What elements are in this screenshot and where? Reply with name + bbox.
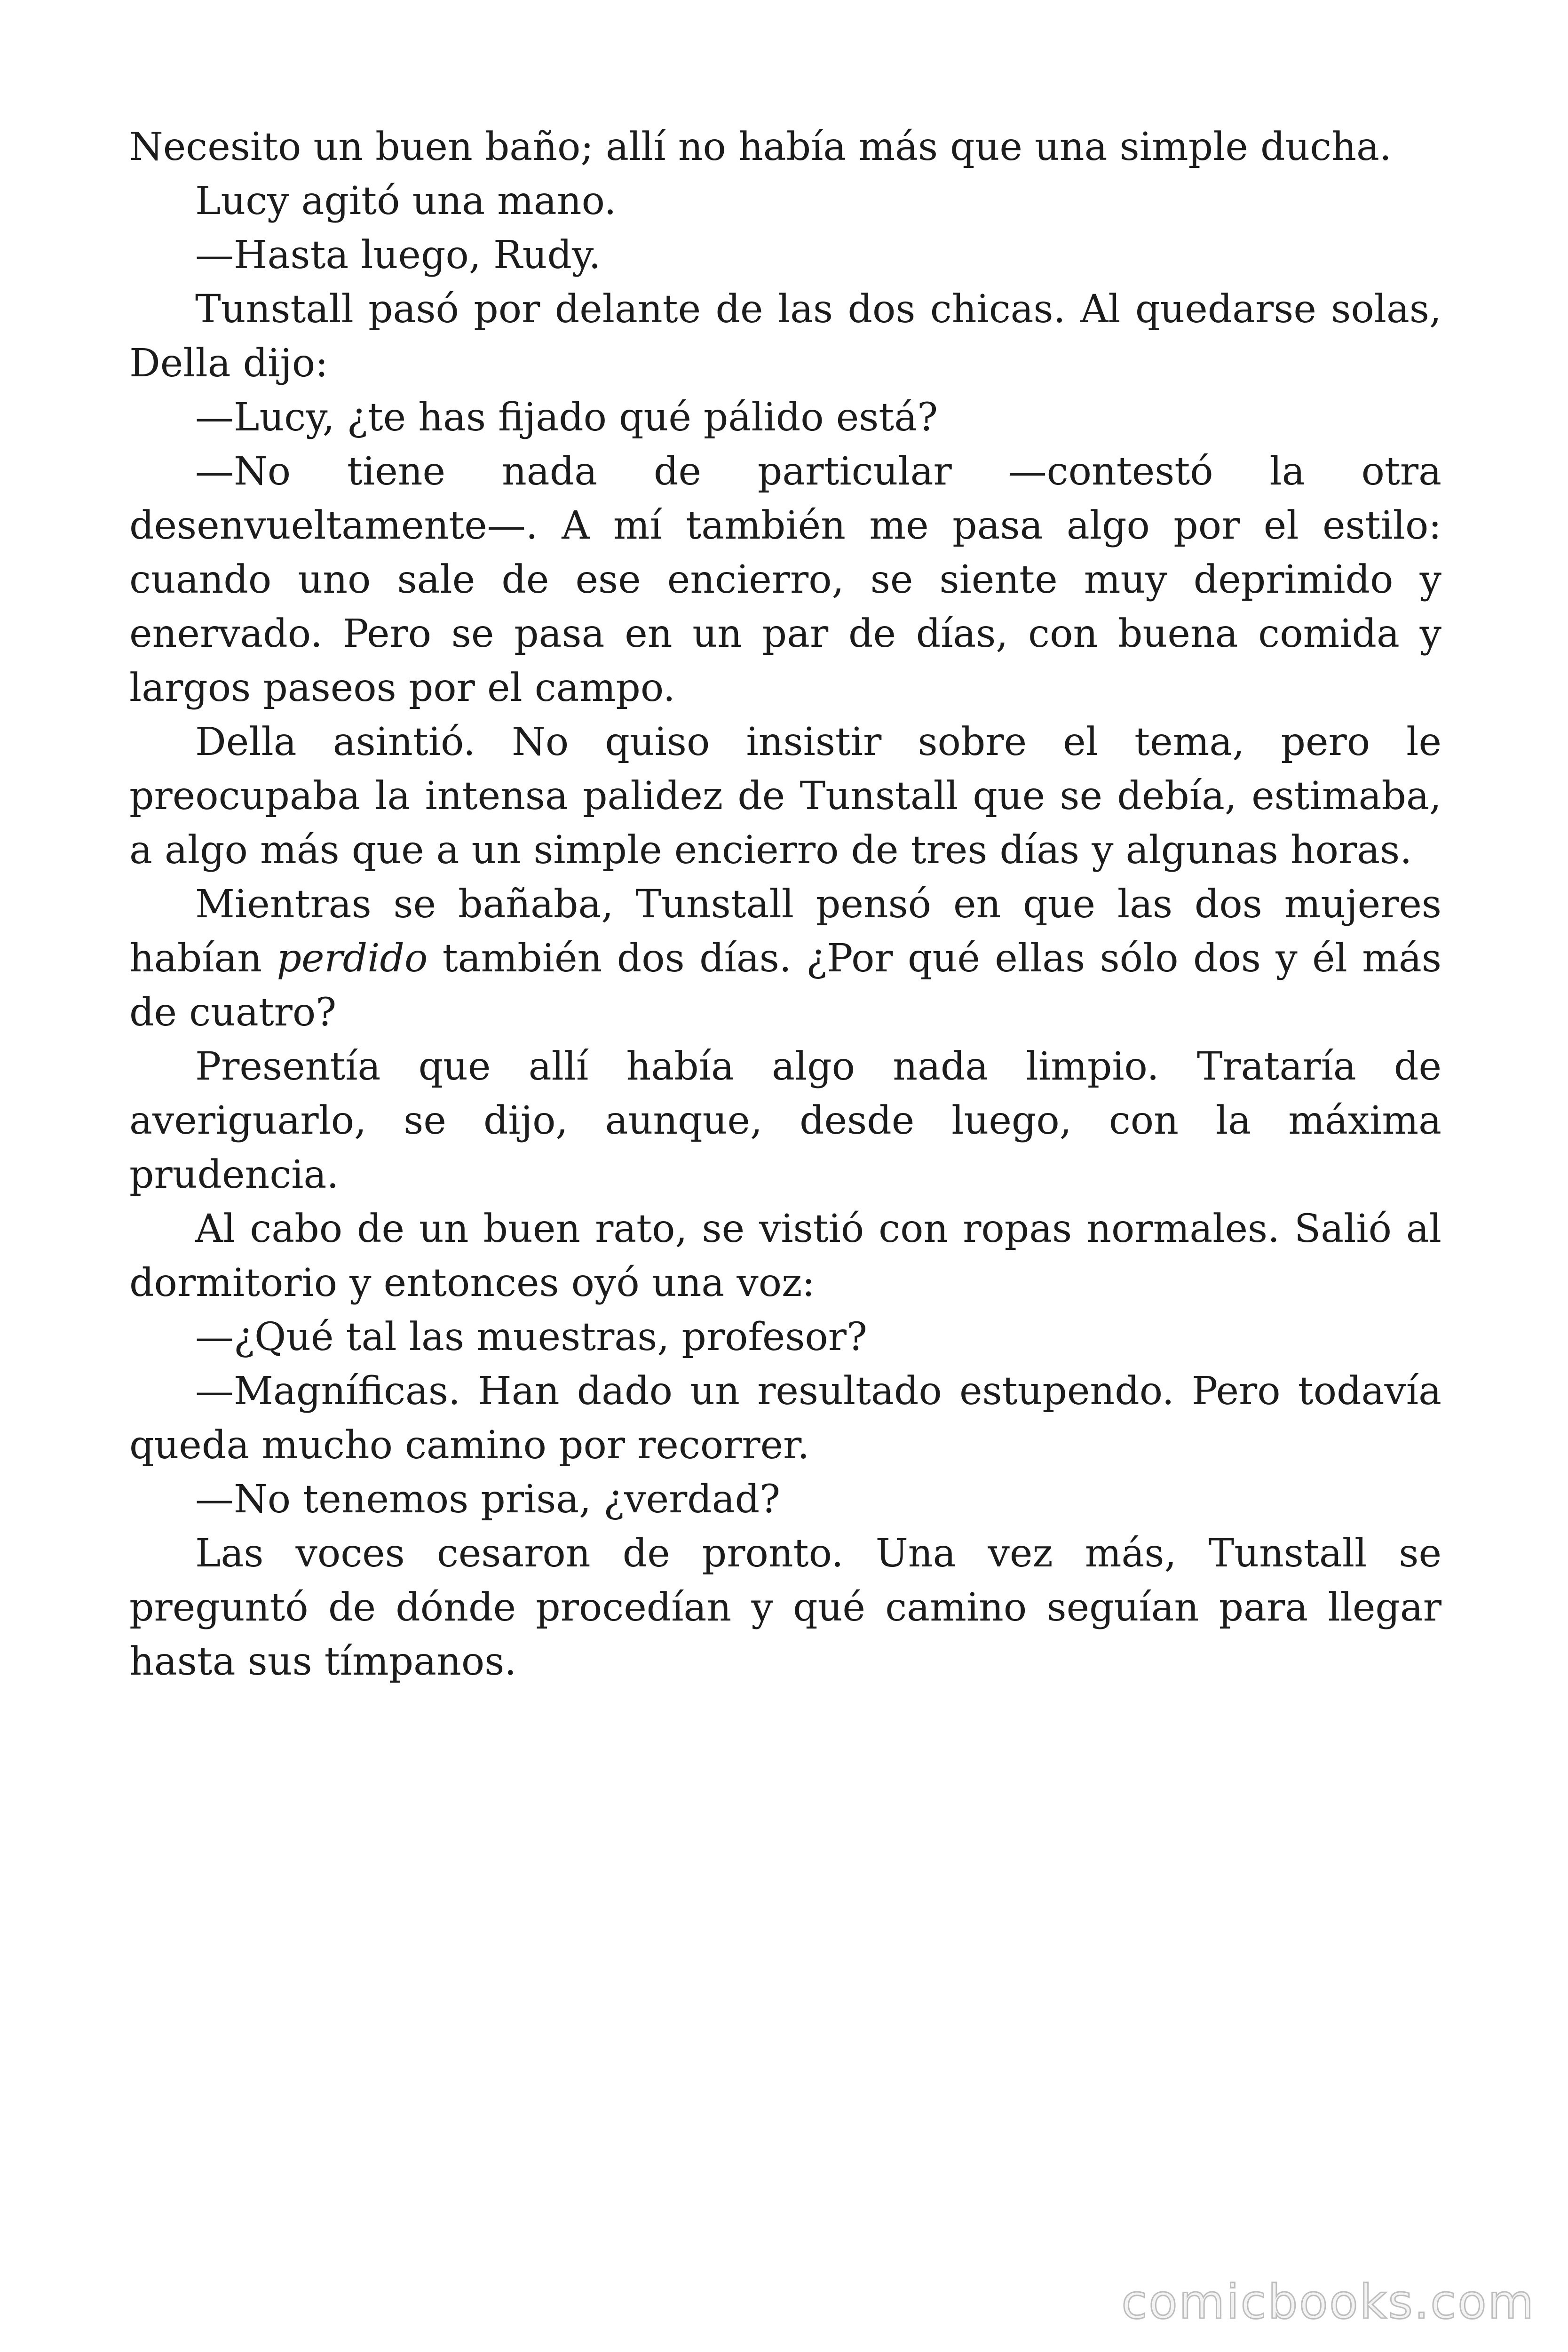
paragraph-12: —Magníficas. Han dado un resultado estupendo. Pero todavía queda mucho camino por recorrer. (129, 1369, 1441, 1468)
paragraph-8-italic: perdido (277, 936, 428, 981)
paragraph-6: —No tiene nada de particular —contestó la otra desenvueltamente—. A mí también me pasa algo por el estilo: cuando uno sale de ese encierro, se siente muy deprimido y enervado. Pero se pasa en un par de días, con buena comida y largos paseos por el campo. (129, 449, 1441, 710)
paragraph-11: —¿Qué tal las muestras, profesor? (195, 1315, 867, 1359)
paragraph-8-end: también dos días. ¿Por qué ellas sólo dos y él más de cuatro? (129, 936, 1441, 1035)
paragraph-4: Tunstall pasó por delante de las dos chicas. Al quedarse solas, Della dijo: (129, 287, 1441, 386)
paragraph-7: Della asintió. No quiso insistir sobre el tema, pero le preocupaba la intensa palidez de Tunstall que se debía, estimaba, a algo más que a un simple encierro de tres días y algunas horas. (129, 720, 1441, 873)
page-body-text (129, 120, 1441, 1689)
paragraph-1: Necesito un buen baño; allí no había más que una simple ducha. (129, 125, 1392, 169)
paragraph-5: —Lucy, ¿te has fijado qué pálido está? (195, 395, 938, 440)
paragraph-14: Las voces cesaron de pronto. Una vez más, Tunstall se preguntó de dónde procedían y qué camino seguían para llegar hasta sus tímpanos. (129, 1531, 1441, 1684)
paragraph-3: —Hasta luego, Rudy. (195, 233, 601, 278)
paragraph-13: —No tenemos prisa, ¿verdad? (195, 1477, 781, 1522)
paragraph-9: Presentía que allí había algo nada limpio. Trataría de averiguarlo, se dijo, aunque, desde luego, con la máxima prudencia. (129, 1044, 1441, 1197)
paragraph-8-start: Mientras se bañaba, Tunstall pensó en que las dos mujeres habían (129, 882, 1441, 981)
watermark: comicbooks.com (1121, 2274, 1535, 2329)
paragraph-10: Al cabo de un buen rato, se vistió con ropas normales. Salió al dormitorio y entonces oyó una voz: (129, 1207, 1441, 1305)
paragraph-8 (129, 877, 1441, 1040)
paragraph-2: Lucy agitó una mano. (195, 179, 617, 223)
